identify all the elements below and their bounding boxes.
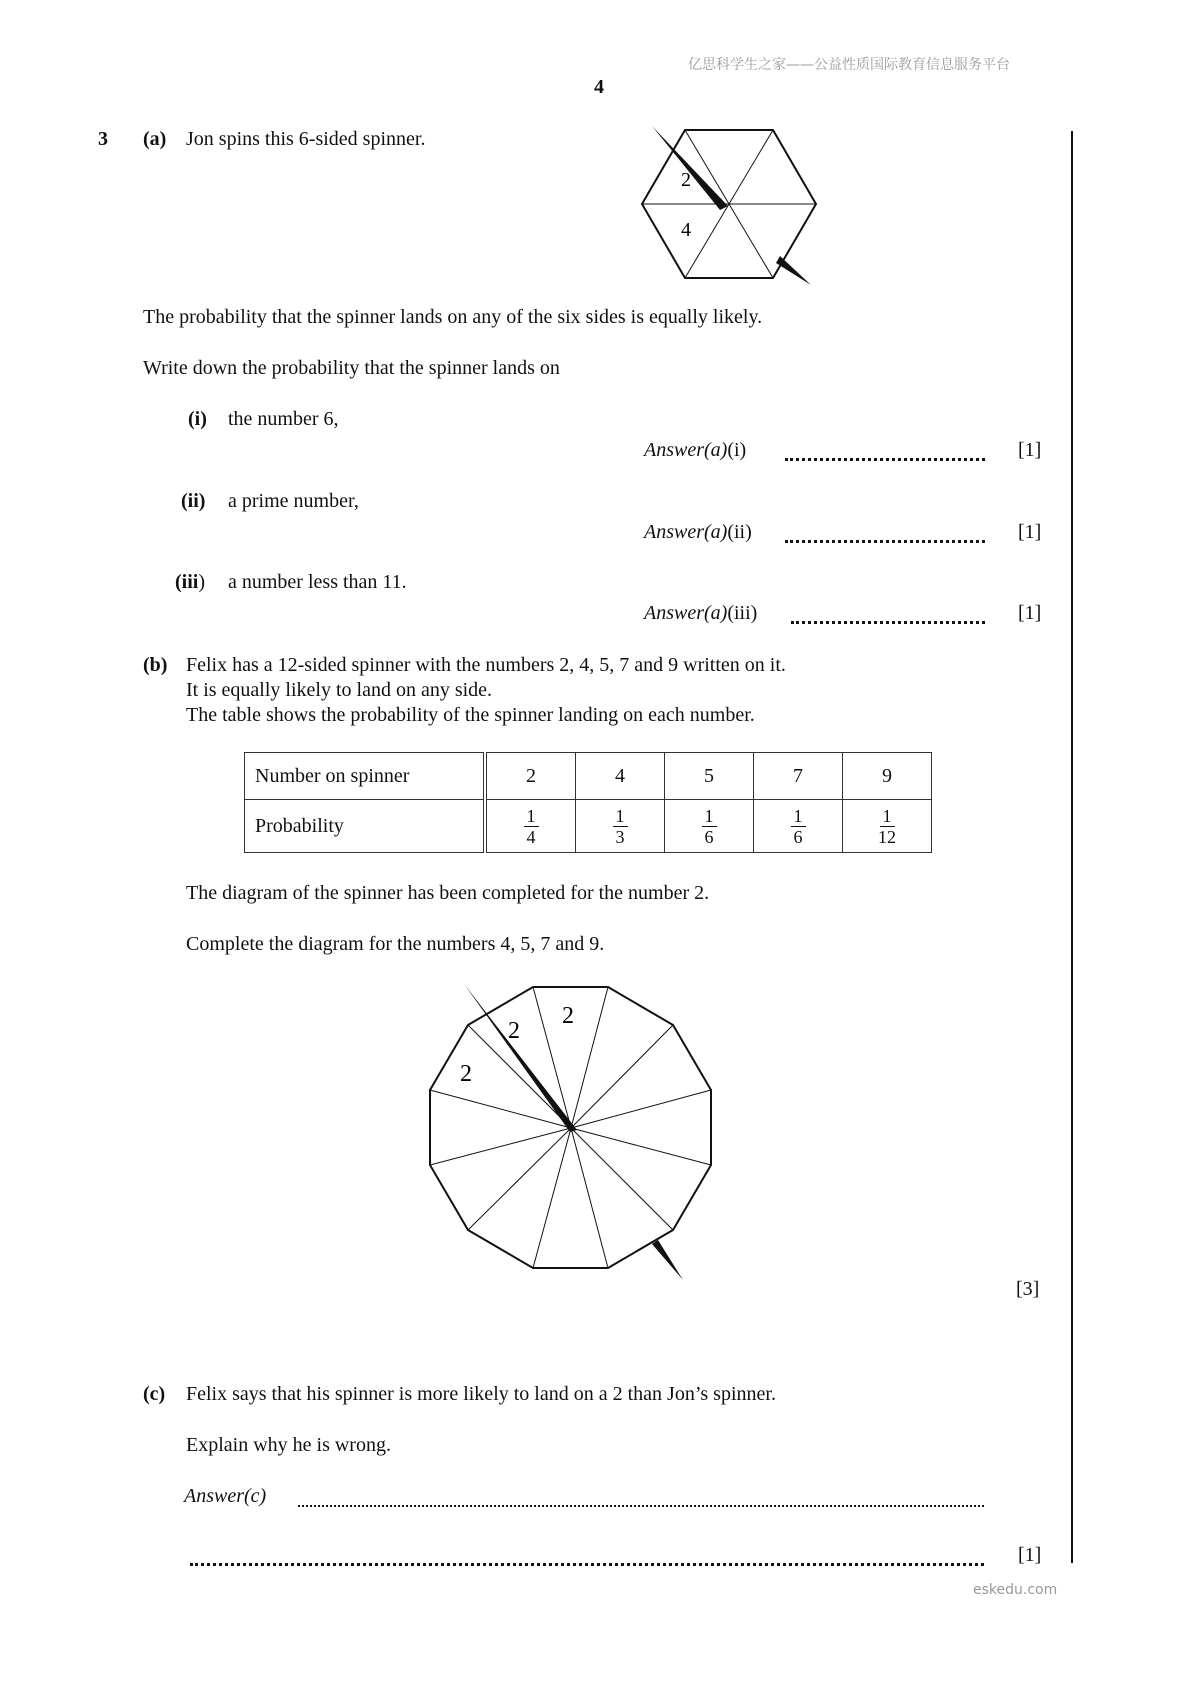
part-b-text2: Complete the diagram for the numbers 4, 5, 7 and 9.: [186, 933, 605, 955]
fraction: [702, 806, 717, 847]
fraction-denominator: 6: [704, 827, 714, 847]
part-a-i-label: (i): [188, 408, 207, 430]
part-c-label: (c): [143, 1383, 166, 1405]
part-a-iii-text: a number less than 11.: [228, 571, 407, 593]
hexagon-spinner: [640, 120, 820, 290]
answer-prefix: Answer(a): [644, 439, 728, 461]
table-cell-probability: [665, 800, 754, 853]
part-a-intro: Jon spins this 6-sided spinner.: [186, 128, 426, 150]
fraction-numerator: 1: [880, 806, 895, 827]
part-a-ii-text: a prime number,: [228, 490, 359, 512]
table-cell-number: 5: [665, 753, 754, 800]
spinner-pointer-tail: [776, 256, 811, 285]
table-cell-number: 7: [754, 753, 843, 800]
part-b-text1: The diagram of the spinner has been completed for the number 2.: [186, 882, 710, 904]
fraction-denominator: 4: [526, 827, 536, 847]
marks-a-i: [1]: [1018, 439, 1042, 461]
fraction: [613, 806, 628, 847]
hex-sector-number: 4: [681, 219, 691, 241]
table-cell-number: 2: [485, 753, 576, 800]
answer-suffix: (i): [727, 439, 747, 461]
part-a-iii-label-close: ): [198, 571, 206, 593]
part-a-iii-label-bold: (iii: [175, 571, 199, 593]
fraction-denominator: 12: [878, 827, 896, 847]
part-a-iii-label: [175, 571, 205, 594]
page-number: 4: [594, 76, 604, 98]
part-b-line1: Felix has a 12-sided spinner with the numbers 2, 4, 5, 7 and 9 written on it.: [186, 654, 786, 676]
answer-a-i-line[interactable]: [785, 458, 985, 461]
table-row: [245, 800, 932, 853]
dodecagon-sector-number: 2: [460, 1061, 472, 1087]
table-cell-probability: [754, 800, 843, 853]
answer-suffix: (iii): [727, 602, 758, 624]
fraction-numerator: 1: [613, 806, 628, 827]
answer-prefix: Answer(a): [644, 521, 728, 543]
fraction: [875, 806, 899, 847]
table-cell-probability: [576, 800, 665, 853]
answer-a-iii-label: [644, 602, 757, 625]
margin-line: [1071, 131, 1073, 1563]
table-row-label: Number on spinner: [245, 753, 486, 800]
hex-sector-number: 2: [681, 169, 691, 191]
answer-a-ii-label: [644, 521, 752, 544]
fraction-numerator: 1: [791, 806, 806, 827]
part-c-text1: Felix says that his spinner is more likely to land on a 2 than Jon’s spinner.: [186, 1383, 776, 1405]
table-row-label: Probability: [245, 800, 486, 853]
spinner-pointer-tail: [652, 1240, 683, 1280]
part-a-label: (a): [143, 128, 167, 150]
answer-a-iii-line[interactable]: [791, 621, 985, 624]
fraction-numerator: 1: [524, 806, 539, 827]
table-cell-number: 4: [576, 753, 665, 800]
part-a-i-text: the number 6,: [228, 408, 339, 430]
dodecagon-sector-number: 2: [562, 1003, 574, 1029]
part-c-text2: Explain why he is wrong.: [186, 1434, 391, 1456]
watermark-top: 亿思科学生之家——公益性质国际教育信息服务平台: [688, 57, 1010, 73]
answer-a-i-label: [644, 439, 746, 462]
marks-a-iii: [1]: [1018, 602, 1042, 624]
question-number: 3: [98, 128, 108, 150]
fraction-numerator: 1: [702, 806, 717, 827]
marks-c: [1]: [1018, 1544, 1042, 1566]
answer-suffix: (ii): [727, 521, 752, 543]
answer-c-line-2[interactable]: [190, 1563, 984, 1566]
fraction-denominator: 6: [793, 827, 803, 847]
fraction: [524, 806, 539, 847]
part-b-line2: It is equally likely to land on any side.: [186, 679, 493, 701]
fraction: [791, 806, 806, 847]
dodecagon-spinner[interactable]: [420, 980, 730, 1280]
marks-a-ii: [1]: [1018, 521, 1042, 543]
table-cell-probability: [843, 800, 932, 853]
probability-table: [244, 752, 932, 853]
dodecagon-sector-number: 2: [508, 1018, 520, 1044]
table-cell-probability: [485, 800, 576, 853]
part-a-ii-label: (ii): [181, 490, 206, 512]
part-a-text2: Write down the probability that the spinner lands on: [143, 357, 560, 379]
answer-c-line-1[interactable]: [298, 1505, 984, 1507]
answer-prefix: Answer(a): [644, 602, 728, 624]
part-b-label: (b): [143, 654, 168, 676]
answer-c-label: Answer(c): [184, 1485, 267, 1507]
watermark-bottom: eskedu.com: [973, 1582, 1058, 1598]
marks-b: [3]: [1016, 1278, 1040, 1300]
answer-a-ii-line[interactable]: [785, 540, 985, 543]
table-cell-number: 9: [843, 753, 932, 800]
part-a-text1: The probability that the spinner lands on any of the six sides is equally likely.: [143, 306, 763, 328]
fraction-denominator: 3: [615, 827, 625, 847]
table-row: [245, 753, 932, 800]
part-b-line3: The table shows the probability of the spinner landing on each number.: [186, 704, 755, 726]
